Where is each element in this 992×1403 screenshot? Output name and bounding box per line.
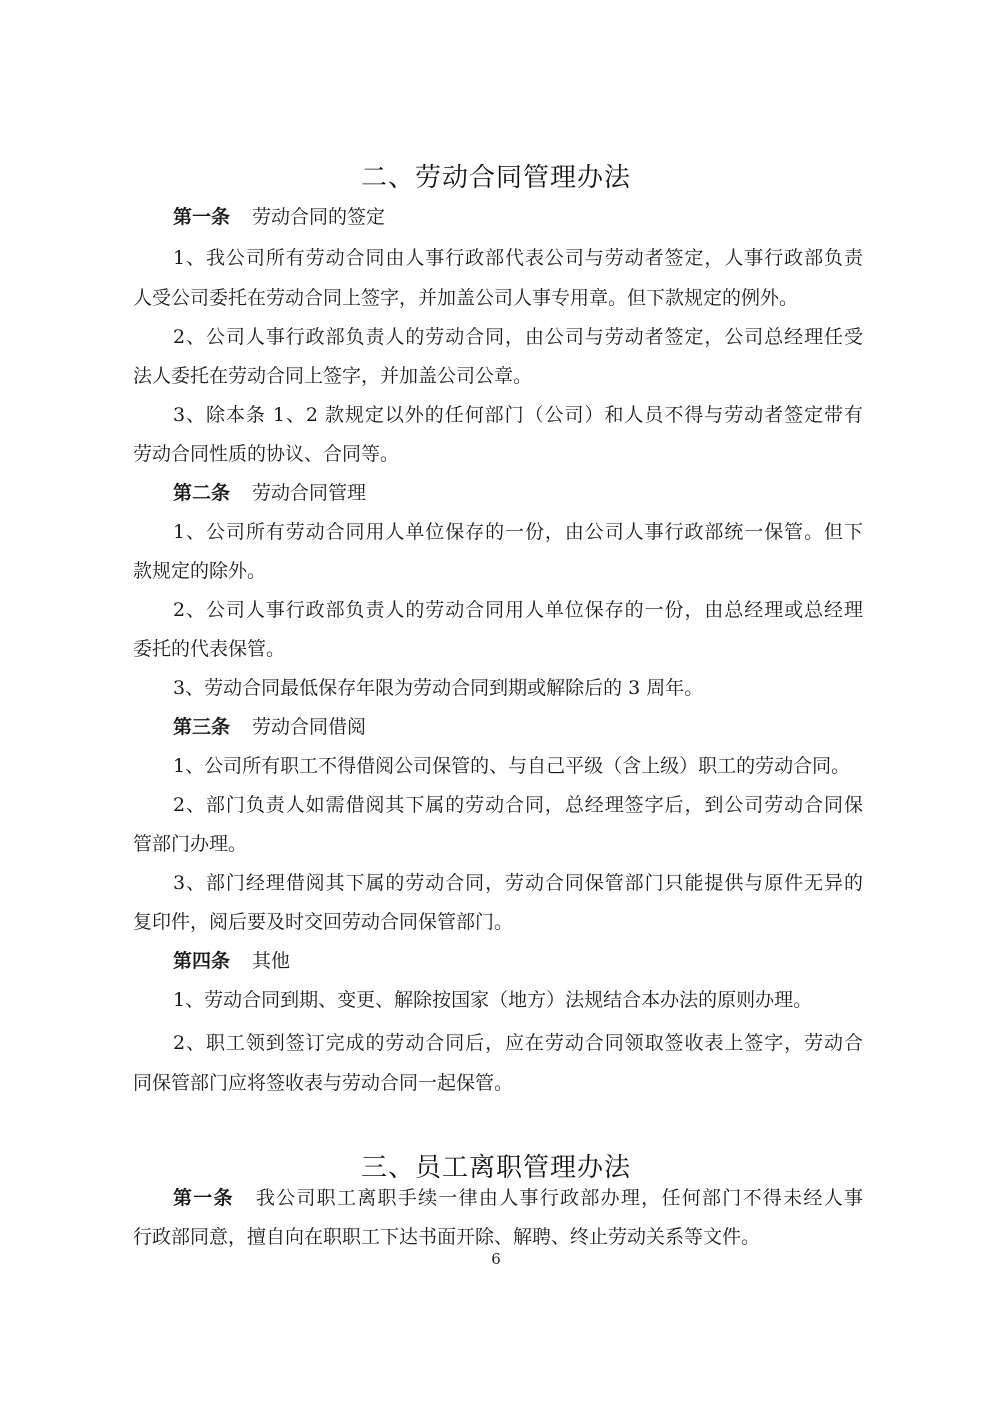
article-number: 第一条 bbox=[173, 1187, 234, 1209]
paragraph-line: 1、公司所有职工不得借阅公司保管的、与自己平级（含上级）职工的劳动合同。 bbox=[173, 755, 851, 777]
paragraph-line: 劳动合同性质的协议、合同等。 bbox=[133, 443, 400, 465]
section-title: 二、劳动合同管理办法 bbox=[360, 163, 631, 193]
article-heading bbox=[173, 715, 863, 739]
paragraph-line: 款规定的除外。 bbox=[133, 560, 267, 582]
article-heading bbox=[173, 949, 863, 973]
paragraph-line: 委托的代表保管。 bbox=[133, 638, 286, 660]
article-heading bbox=[173, 205, 863, 229]
paragraph-line: 3、除本条 1、2 款规定以外的任何部门（公司）和人员不得与劳动者签定带有 bbox=[173, 404, 863, 426]
article-title: 劳动合同的签定 bbox=[252, 206, 386, 228]
article-text: 我公司职工离职手续一律由人事行政部办理，任何部门不得未经人事 bbox=[255, 1187, 863, 1209]
article-title: 其他 bbox=[252, 950, 291, 972]
paragraph-line: 1、公司所有劳动合同用人单位保存的一份，由公司人事行政部统一保管。但下 bbox=[173, 521, 863, 543]
paragraph-line: 2、职工领到签订完成的劳动合同后，应在劳动合同领取签收表上签字，劳动合 bbox=[173, 1032, 863, 1054]
page-number: 6 bbox=[491, 1250, 501, 1268]
paragraph-line: 复印件，阅后要及时交回劳动合同保管部门。 bbox=[133, 911, 514, 933]
paragraph-line: 3、部门经理借阅其下属的劳动合同，劳动合同保管部门只能提供与原件无异的 bbox=[173, 872, 863, 894]
paragraph-line: 2、部门负责人如需借阅其下属的劳动合同，总经理签字后，到公司劳动合同保 bbox=[173, 794, 863, 816]
article-title: 劳动合同管理 bbox=[252, 482, 367, 504]
article-number: 第二条 bbox=[173, 482, 231, 504]
article-heading bbox=[173, 481, 863, 505]
article-paragraph-line bbox=[173, 1186, 863, 1210]
paragraph-line: 行政部同意，擅自向在职职工下达书面开除、解聘、终止劳动关系等文件。 bbox=[133, 1226, 761, 1248]
article-number: 第三条 bbox=[173, 716, 231, 738]
paragraph-line: 3、劳动合同最低保存年限为劳动合同到期或解除后的 3 周年。 bbox=[173, 677, 704, 699]
paragraph-line: 法人委托在劳动合同上签字，并加盖公司公章。 bbox=[133, 365, 533, 387]
section-title: 三、员工离职管理办法 bbox=[360, 1153, 631, 1183]
paragraph-line: 1、劳动合同到期、变更、解除按国家（地方）法规结合本办法的原则办理。 bbox=[173, 989, 813, 1011]
paragraph-line: 1、我公司所有劳动合同由人事行政部代表公司与劳动者签定，人事行政部负责 bbox=[173, 247, 863, 269]
paragraph-line: 2、公司人事行政部负责人的劳动合同，由公司与劳动者签定，公司总经理任受 bbox=[173, 326, 863, 348]
article-title: 劳动合同借阅 bbox=[252, 716, 367, 738]
paragraph-line: 同保管部门应将签收表与劳动合同一起保管。 bbox=[133, 1072, 514, 1094]
paragraph-line: 2、公司人事行政部负责人的劳动合同用人单位保存的一份，由总经理或总经理 bbox=[173, 599, 863, 621]
article-number: 第一条 bbox=[173, 206, 231, 228]
article-number: 第四条 bbox=[173, 950, 231, 972]
paragraph-line: 人受公司委托在劳动合同上签字，并加盖公司人事专用章。但下款规定的例外。 bbox=[133, 287, 799, 309]
paragraph-line: 管部门办理。 bbox=[133, 833, 248, 855]
